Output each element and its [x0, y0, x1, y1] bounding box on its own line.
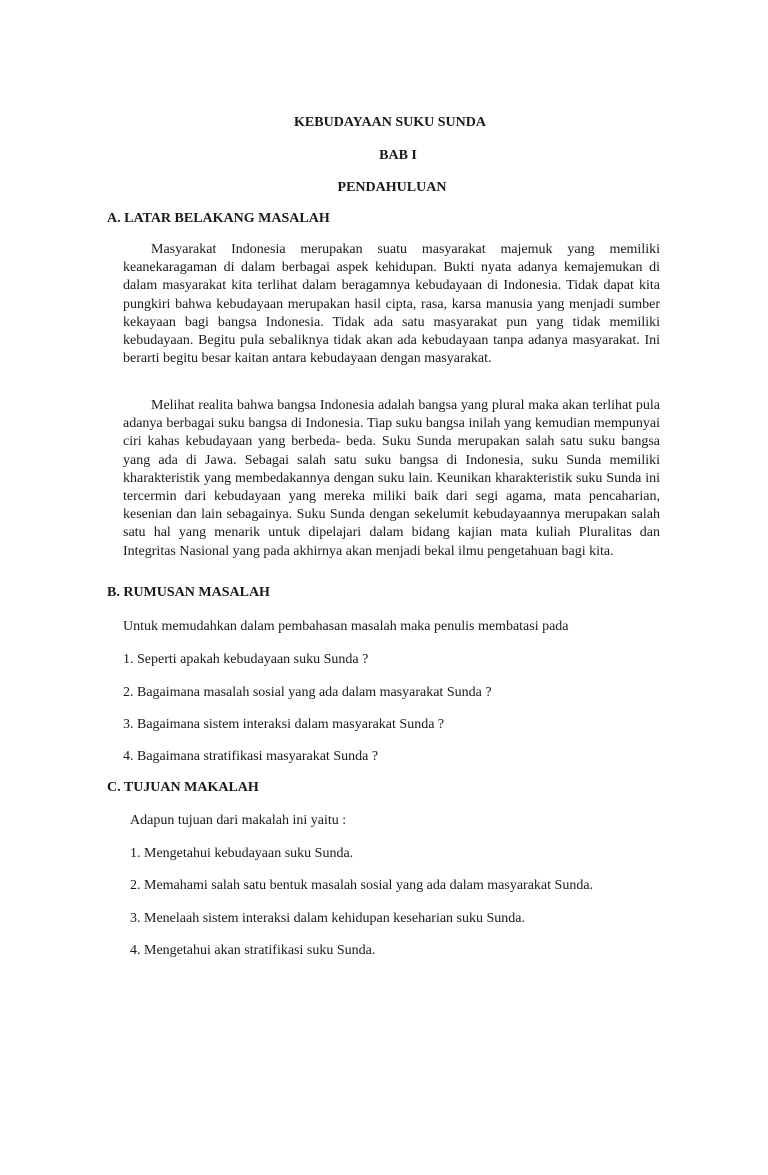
list-item: 2. Bagaimana masalah sosial yang ada dalam masyarakat Sunda ?	[123, 685, 492, 700]
section-a-paragraph: Melihat realita bahwa bangsa Indonesia adalah bangsa yang plural maka akan terlihat pula adanya berbagai suku bangsa di Indonesia. Tiap suku bangsa inilah yang kemudian mempunyai ciri kahas kebudayaan yang berbeda- beda. Suku Sunda merupakan salah satu suku bangsa yang ada di Jawa. Sebagai salah satu suku bangsa di Indonesia, suku Sunda memiliki kharakteristik yang membedakannya dengan suku lain. Keunikan kharakteristik suku Sunda ini tercermin dari kebudayaan yang mereka miliki baik dari segi agama, mata pencaharian, kesenian dan lain sebagainya. Suku Sunda dengan sekelumit kebudayaannya merupakan salah satu hal yang menarik untuk dipelajari dalam bidang kajian mata kuliah Pluralitas dan Integritas Nasional yang pada akhirnya akan menjadi bekal ilmu pengetahuan bagi kita.	[123, 398, 660, 559]
list-item: 4. Bagaimana stratifikasi masyarakat Sunda ?	[123, 749, 379, 764]
list-item: 4. Mengetahui akan stratifikasi suku Sunda.	[130, 943, 376, 958]
section-c-intro: Adapun tujuan dari makalah ini yaitu :	[130, 813, 347, 828]
list-item: 3. Menelaah sistem interaksi dalam kehidupan keseharian suku Sunda.	[130, 911, 526, 926]
section-b-intro: Untuk memudahkan dalam pembahasan masalah maka penulis membatasi pada	[123, 619, 569, 634]
chapter-title: PENDAHULUAN	[337, 180, 447, 195]
section-c-heading: C. TUJUAN MAKALAH	[107, 780, 259, 795]
list-item: 1. Mengetahui kebudayaan suku Sunda.	[130, 846, 354, 861]
list-item: 3. Bagaimana sistem interaksi dalam masyarakat Sunda ?	[123, 717, 445, 732]
section-a-paragraph: Masyarakat Indonesia merupakan suatu masyarakat majemuk yang memiliki keanekaragaman di dalam berbagai aspek kehidupan. Bukti nyata adanya kemajemukan di dalam masyarakat kita terlihat dalam beragamnya kebudayaan di Indonesia. Tidak dapat kita pungkiri bahwa kebudayaan merupakan hasil cipta, rasa, karsa manusia yang menjadi sumber kekayaan bagi bangsa Indonesia. Tidak ada satu masyarakat pun yang tidak memiliki kebudayaan. Begitu pula sebaliknya tidak akan ada kebudayaan tanpa adanya masyarakat. Ini berarti begitu besar kaitan antara kebudayaan dengan masyarakat.	[123, 242, 660, 367]
list-item: 1. Seperti apakah kebudayaan suku Sunda ?	[123, 652, 369, 667]
section-a-heading: A. LATAR BELAKANG MASALAH	[107, 211, 330, 226]
document-title: KEBUDAYAAN SUKU SUNDA	[294, 115, 486, 130]
list-item: 2. Memahami salah satu bentuk masalah sosial yang ada dalam masyarakat Sunda.	[130, 878, 594, 893]
chapter-label: BAB I	[379, 148, 417, 163]
section-b-heading: B. RUMUSAN MASALAH	[107, 585, 270, 600]
